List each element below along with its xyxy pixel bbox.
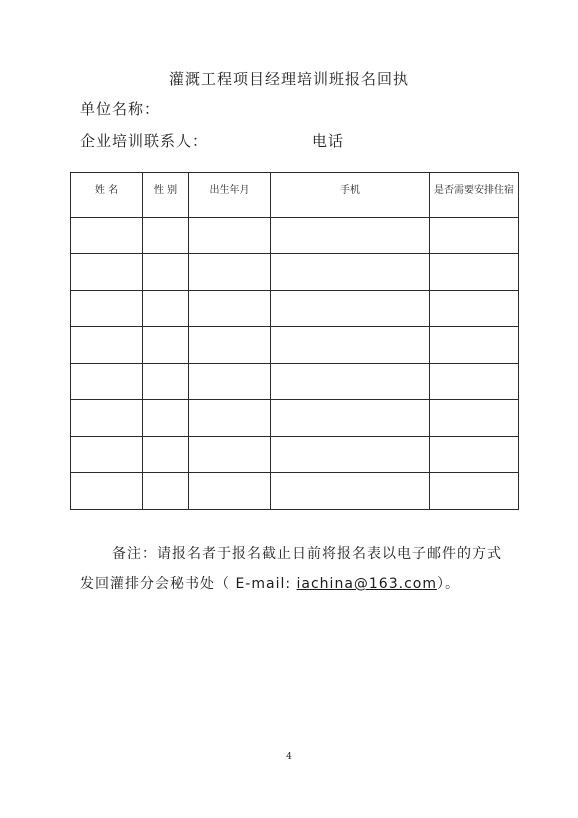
cell-name[interactable] — [71, 400, 143, 437]
cell-birth-date[interactable] — [189, 217, 271, 254]
table-row — [71, 363, 519, 400]
cell-mobile[interactable] — [271, 436, 430, 473]
note-line-2-suffix: ）。 — [436, 576, 460, 592]
cell-accommodation[interactable] — [430, 327, 519, 364]
table-row — [71, 473, 519, 510]
cell-accommodation[interactable] — [430, 217, 519, 254]
cell-name[interactable] — [71, 217, 143, 254]
cell-mobile[interactable] — [271, 217, 430, 254]
cell-gender[interactable] — [143, 436, 189, 473]
cell-mobile[interactable] — [271, 473, 430, 510]
cell-birth-date[interactable] — [189, 327, 271, 364]
cell-mobile[interactable] — [271, 254, 430, 291]
cell-gender[interactable] — [143, 217, 189, 254]
cell-gender[interactable] — [143, 327, 189, 364]
table-row — [71, 290, 519, 327]
header-mobile: 手机 — [271, 173, 430, 218]
cell-accommodation[interactable] — [430, 436, 519, 473]
registration-table — [70, 172, 519, 510]
table-header-row — [71, 173, 519, 218]
page-title: 灌溉工程项目经理培训班报名回执 — [168, 70, 409, 88]
cell-name[interactable] — [71, 290, 143, 327]
header-birth-date: 出生年月 — [189, 173, 271, 218]
header-name: 姓 名 — [71, 173, 143, 218]
cell-name[interactable] — [71, 327, 143, 364]
cell-mobile[interactable] — [271, 327, 430, 364]
table-row — [71, 436, 519, 473]
cell-gender[interactable] — [143, 473, 189, 510]
note-line-1: 备注：请报名者于报名截止日前将报名表以电子邮件的方式 — [112, 546, 502, 562]
cell-birth-date[interactable] — [189, 254, 271, 291]
cell-birth-date[interactable] — [189, 436, 271, 473]
cell-name[interactable] — [71, 254, 143, 291]
cell-accommodation[interactable] — [430, 400, 519, 437]
cell-birth-date[interactable] — [189, 290, 271, 327]
cell-accommodation[interactable] — [430, 473, 519, 510]
unit-name-label: 单位名称： — [80, 100, 161, 118]
cell-birth-date[interactable] — [189, 473, 271, 510]
cell-gender[interactable] — [143, 254, 189, 291]
cell-accommodation[interactable] — [430, 290, 519, 327]
note-line-2 — [80, 573, 460, 593]
cell-mobile[interactable] — [271, 400, 430, 437]
cell-gender[interactable] — [143, 290, 189, 327]
phone-label: 电话 — [312, 132, 345, 150]
note-line-2-prefix: 发回灌排分会秘书处（ E-mail: — [80, 576, 297, 592]
header-gender: 性 别 — [143, 173, 189, 218]
cell-accommodation[interactable] — [430, 363, 519, 400]
table-row — [71, 327, 519, 364]
cell-accommodation[interactable] — [430, 254, 519, 291]
cell-name[interactable] — [71, 436, 143, 473]
table-row — [71, 254, 519, 291]
contact-person-label: 企业培训联系人： — [80, 132, 209, 150]
cell-gender[interactable] — [143, 363, 189, 400]
cell-mobile[interactable] — [271, 290, 430, 327]
cell-birth-date[interactable] — [189, 363, 271, 400]
email-link[interactable]: iachina@163.com — [296, 576, 437, 592]
table-row — [71, 217, 519, 254]
page-number: 4 — [286, 752, 292, 762]
cell-gender[interactable] — [143, 400, 189, 437]
cell-birth-date[interactable] — [189, 400, 271, 437]
header-accommodation: 是否需要安排住宿 — [430, 173, 519, 218]
cell-mobile[interactable] — [271, 363, 430, 400]
table-row — [71, 400, 519, 437]
cell-name[interactable] — [71, 363, 143, 400]
cell-name[interactable] — [71, 473, 143, 510]
